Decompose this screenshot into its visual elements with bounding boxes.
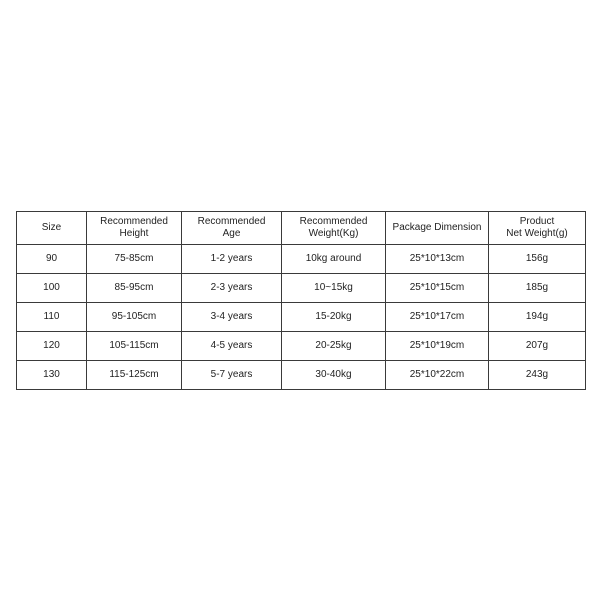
- cell-package-dimension: 25*10*15cm: [386, 274, 489, 303]
- cell-package-dimension: 25*10*19cm: [386, 332, 489, 361]
- table-row: [17, 332, 586, 361]
- header-size: Size: [17, 212, 87, 245]
- cell-net-weight: 243g: [489, 361, 586, 390]
- header-recommended-age: Recommended Age: [182, 212, 282, 245]
- size-chart-table: [16, 211, 586, 390]
- cell-height: 75-85cm: [87, 245, 182, 274]
- table-header-row: [17, 212, 586, 245]
- cell-size: 130: [17, 361, 87, 390]
- table-row: [17, 274, 586, 303]
- header-product-net-weight: Product Net Weight(g): [489, 212, 586, 245]
- table-row: [17, 303, 586, 332]
- cell-net-weight: 194g: [489, 303, 586, 332]
- header-recommended-height: Recommended Height: [87, 212, 182, 245]
- cell-package-dimension: 25*10*22cm: [386, 361, 489, 390]
- cell-age: 5-7 years: [182, 361, 282, 390]
- cell-weight: 15-20kg: [282, 303, 386, 332]
- cell-height: 95-105cm: [87, 303, 182, 332]
- cell-size: 100: [17, 274, 87, 303]
- cell-weight: 20-25kg: [282, 332, 386, 361]
- cell-size: 90: [17, 245, 87, 274]
- table-row: [17, 245, 586, 274]
- cell-net-weight: 156g: [489, 245, 586, 274]
- cell-weight: 10~15kg: [282, 274, 386, 303]
- cell-age: 1-2 years: [182, 245, 282, 274]
- cell-height: 85-95cm: [87, 274, 182, 303]
- cell-age: 3-4 years: [182, 303, 282, 332]
- cell-age: 2-3 years: [182, 274, 282, 303]
- cell-height: 115-125cm: [87, 361, 182, 390]
- cell-net-weight: 185g: [489, 274, 586, 303]
- cell-package-dimension: 25*10*17cm: [386, 303, 489, 332]
- cell-size: 110: [17, 303, 87, 332]
- cell-height: 105-115cm: [87, 332, 182, 361]
- cell-size: 120: [17, 332, 87, 361]
- header-package-dimension: Package Dimension: [386, 212, 489, 245]
- cell-weight: 30-40kg: [282, 361, 386, 390]
- header-recommended-weight: Recommended Weight(Kg): [282, 212, 386, 245]
- cell-weight: 10kg around: [282, 245, 386, 274]
- cell-age: 4-5 years: [182, 332, 282, 361]
- cell-package-dimension: 25*10*13cm: [386, 245, 489, 274]
- cell-net-weight: 207g: [489, 332, 586, 361]
- table-row: [17, 361, 586, 390]
